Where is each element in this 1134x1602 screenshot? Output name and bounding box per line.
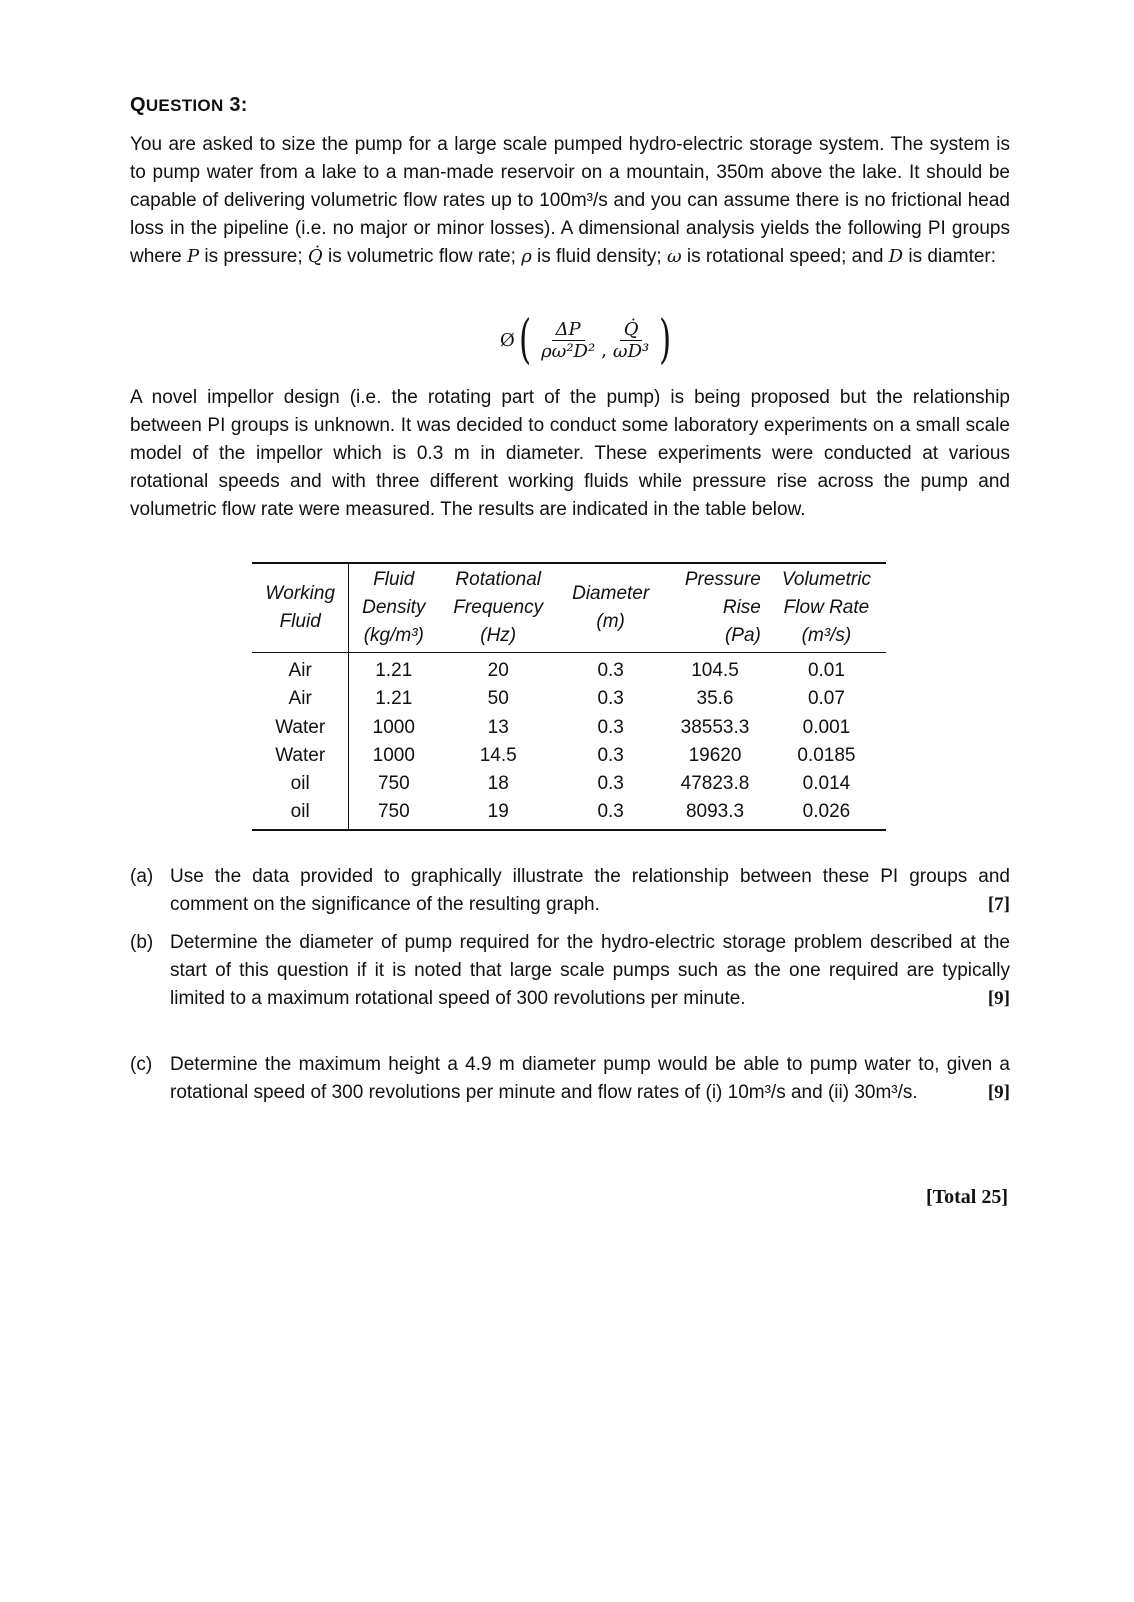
header-line: (Hz) [480, 625, 517, 646]
header-line: Fluid [279, 611, 321, 632]
table-row [252, 798, 886, 829]
part-label: (b) [130, 932, 154, 953]
table-cell: Air [252, 653, 349, 686]
part-text: Determine the diameter of pump required for the hydro-electric storage problem described at the start of this question if it is noted that large scale pumps such as the one required are typically limited to a maximum rotational speed of 300 revolutions per minute. [170, 932, 1010, 1009]
intro-text: is rotational speed; and [681, 246, 889, 267]
table-cell: 0.3 [597, 773, 624, 795]
header-line: Flow Rate [783, 597, 870, 618]
table-cell: Water [252, 742, 349, 770]
table-cell: 0.0185 [797, 744, 856, 766]
right-paren: ) [659, 310, 672, 370]
table-cell: oil [252, 770, 349, 798]
title-initial: Q [130, 94, 146, 116]
part-label: (a) [130, 866, 154, 887]
header-line: Pressure [684, 569, 761, 590]
question-part-c [130, 1051, 1010, 1107]
flow-coefficient [609, 319, 653, 362]
table-cell: oil [252, 798, 349, 829]
header-line: Rise [722, 597, 761, 618]
column-header [767, 563, 886, 653]
table-cell: 8093.3 [685, 801, 745, 823]
table-cell: 0.001 [802, 716, 851, 738]
header-line: (kg/m³) [363, 625, 424, 646]
results-table [252, 562, 886, 831]
frac1-num: ΔP [552, 319, 585, 341]
table-row [252, 714, 886, 742]
part-marks: [9] [987, 988, 1010, 1009]
part-label: (c) [130, 1054, 153, 1075]
intro-text: is pressure; [199, 246, 308, 267]
header-line: Fluid [373, 569, 415, 590]
frac2-num: Q̇ [620, 319, 643, 341]
table-cell: 0.3 [597, 660, 624, 681]
table-cell: 20 [487, 660, 509, 681]
experiment-paragraph: A novel impellor design (i.e. the rotating part of the pump) is being proposed but the relationship between PI groups is unknown. It was decided to conduct some laboratory experiments on a small scale model of the impellor which is 0.3 m in diameter. These experiments were conducted at various rotational speeds and with three different working fluids while pressure rise across the pump and volumetric flow rate were measured. The results are indicated in the table below. [130, 387, 1010, 520]
column-header [252, 563, 349, 653]
frac1-den: ρω²D² [541, 340, 596, 362]
table-cell: 750 [377, 801, 410, 823]
table-cell: 1000 [372, 744, 415, 766]
column-header [558, 563, 663, 653]
part-text: Use the data provided to graphically illustrate the relationship between these PI groups and comment on the significance of the resulting graph. [170, 866, 1010, 915]
table-cell: 1000 [372, 716, 415, 738]
table-cell: 19620 [688, 744, 742, 766]
table-cell: 14.5 [479, 744, 517, 766]
table-cell: 38553.3 [680, 716, 750, 738]
table-cell: 0.014 [802, 773, 851, 795]
table-cell: 0.026 [802, 801, 851, 823]
title-rest: UESTION [145, 96, 224, 115]
header-line: Rotational [455, 569, 541, 590]
intro-text: is fluid density; [531, 246, 667, 267]
table-cell: 0.07 [807, 688, 845, 710]
title-number: 3: [223, 94, 248, 116]
math-symbol: D [888, 246, 904, 267]
part-marks: [9] [987, 1082, 1010, 1103]
frac2-den: ωD³ [612, 340, 650, 362]
header-line: (Pa) [724, 625, 761, 646]
table-row [252, 770, 886, 798]
table-cell: 18 [487, 773, 509, 795]
question-part-b [130, 929, 1010, 1013]
table-row [252, 742, 886, 770]
header-line: Frequency [453, 597, 544, 618]
question-title [130, 94, 248, 117]
header-line: Density [362, 597, 426, 618]
math-symbol: Q̇ [307, 246, 323, 267]
table-cell: 0.3 [597, 716, 624, 738]
table-header-row [252, 563, 886, 653]
table-cell: 0.3 [597, 801, 624, 823]
table-cell: 47823.8 [680, 773, 750, 795]
table-cell: 1.21 [375, 688, 413, 710]
part-text: Determine the maximum height a 4.9 m diameter pump would be able to pump water to, given a rotational speed of 300 revolutions per minute and flow rates of (i) 10m³/s and (ii) 30m³/s. [170, 1054, 1010, 1103]
math-symbol: ρ [521, 246, 532, 267]
total-marks: [Total 25] [925, 1186, 1008, 1208]
column-header [349, 563, 438, 653]
table-cell: 750 [377, 773, 410, 795]
table-cell: 0.01 [807, 660, 845, 681]
pi-groups-formula [500, 308, 676, 372]
header-line: Volumetric [781, 569, 871, 590]
intro-text: is volumetric flow rate; [322, 246, 522, 267]
table-cell: 0.3 [597, 744, 624, 766]
question-part-a [130, 863, 1010, 919]
table-cell: 0.3 [597, 688, 624, 710]
table-cell: Air [252, 685, 349, 713]
table-row [252, 685, 886, 713]
part-marks: [7] [987, 894, 1010, 915]
table-cell: 13 [487, 716, 509, 738]
column-header [438, 563, 558, 653]
header-line: Diameter [572, 583, 650, 604]
intro-paragraph [130, 131, 1010, 271]
intro-text: You are asked to size the pump for a large scale pumped hydro-electric storage system. The system is to pump water from a lake to a man-made reservoir on a mountain, 350m above the lake. It should be capable of delivering volumetric flow rates up to 100m³/s and you can assume there is no frictional head loss in the pipeline (i.e. no major or minor losses). A dimensional analysis yields the following PI groups where [130, 134, 1010, 267]
table-cell: 1.21 [375, 660, 413, 681]
phi-symbol: Ø [500, 329, 515, 351]
table-row [252, 653, 886, 686]
math-symbol: ω [666, 246, 682, 267]
table-cell: Water [252, 714, 349, 742]
math-symbol: P [187, 246, 200, 267]
intro-text: is diamter: [903, 246, 997, 267]
left-paren: ( [518, 310, 532, 370]
table-cell: 19 [487, 801, 509, 823]
header-line: (m³/s) [801, 625, 852, 646]
table-cell: 104.5 [691, 660, 739, 681]
table-cell: 35.6 [696, 688, 734, 710]
column-header [663, 563, 767, 653]
comma: , [601, 339, 607, 361]
table-cell: 50 [487, 688, 509, 710]
header-line: Working [265, 583, 336, 604]
header-line: (m) [596, 611, 625, 632]
pressure-coefficient [537, 319, 599, 362]
